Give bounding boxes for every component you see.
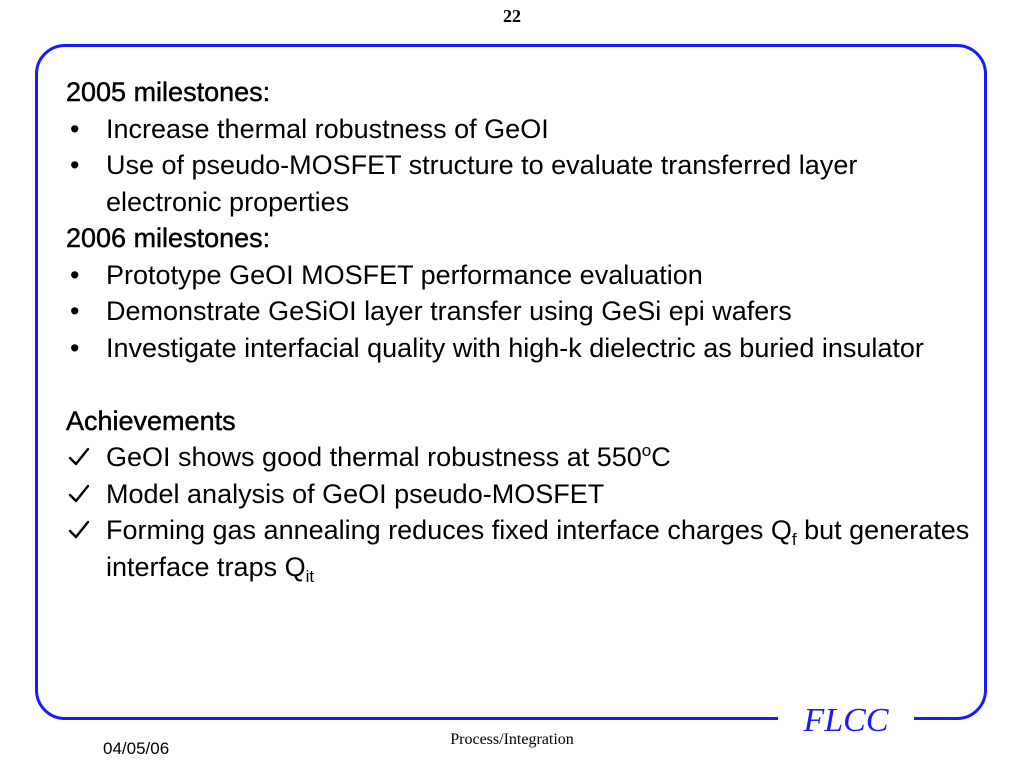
bullet-icon: •: [70, 259, 80, 290]
list-item-text: Increase thermal robustness of GeOI: [106, 113, 549, 144]
list-item-text: Model analysis of GeOI pseudo-MOSFET: [106, 478, 605, 509]
superscript: o: [641, 441, 652, 460]
page-number: 22: [503, 6, 521, 26]
list-item-text-tail: C: [651, 442, 671, 472]
flcc-logo: FLCC: [803, 702, 889, 739]
list-item: [66, 293, 971, 330]
list-item: [66, 512, 971, 585]
checkmark-icon: [68, 484, 90, 504]
section-spacer: [66, 366, 971, 403]
list-item-text: Prototype GeOI MOSFET performance evaluation: [106, 259, 703, 290]
milestones-2005-heading: 2005 milestones:: [66, 77, 271, 107]
checkmark-icon: [68, 447, 90, 467]
achievements-heading: Achievements: [66, 405, 236, 436]
list-item: [66, 111, 971, 148]
bullet-icon: •: [70, 150, 80, 180]
list-item-text: Forming gas annealing reduces fixed interface charges Q: [106, 515, 792, 545]
subscript: f: [791, 530, 797, 549]
list-item-text: Demonstrate GeSiOI layer transfer using GeSi epi wafers: [106, 296, 792, 326]
milestones-2006-heading: 2006 milestones:: [66, 223, 271, 253]
footer-title: Process/Integration: [450, 731, 574, 748]
bullet-icon: •: [70, 332, 80, 363]
list-item-text: GeOI shows good thermal robustness at 550: [106, 442, 642, 472]
slide-content: [66, 74, 971, 585]
list-item-text: Investigate interfacial quality with high-k dielectric as buried insulator: [106, 332, 924, 363]
list-item: [66, 147, 971, 220]
list-item-text-continued: but generates interface traps Q: [106, 515, 970, 582]
bullet-icon: •: [70, 296, 80, 326]
bullet-icon: •: [70, 113, 80, 144]
footer-date: 04/05/06: [103, 739, 170, 758]
list-item: [66, 330, 971, 367]
subscript: it: [305, 566, 315, 586]
list-item: [66, 257, 971, 294]
list-item: [66, 439, 971, 476]
list-item-text: Use of pseudo-MOSFET structure to evaluate transferred layer electronic properties: [106, 150, 858, 217]
checkmark-icon: [68, 520, 90, 540]
list-item: [66, 476, 971, 513]
